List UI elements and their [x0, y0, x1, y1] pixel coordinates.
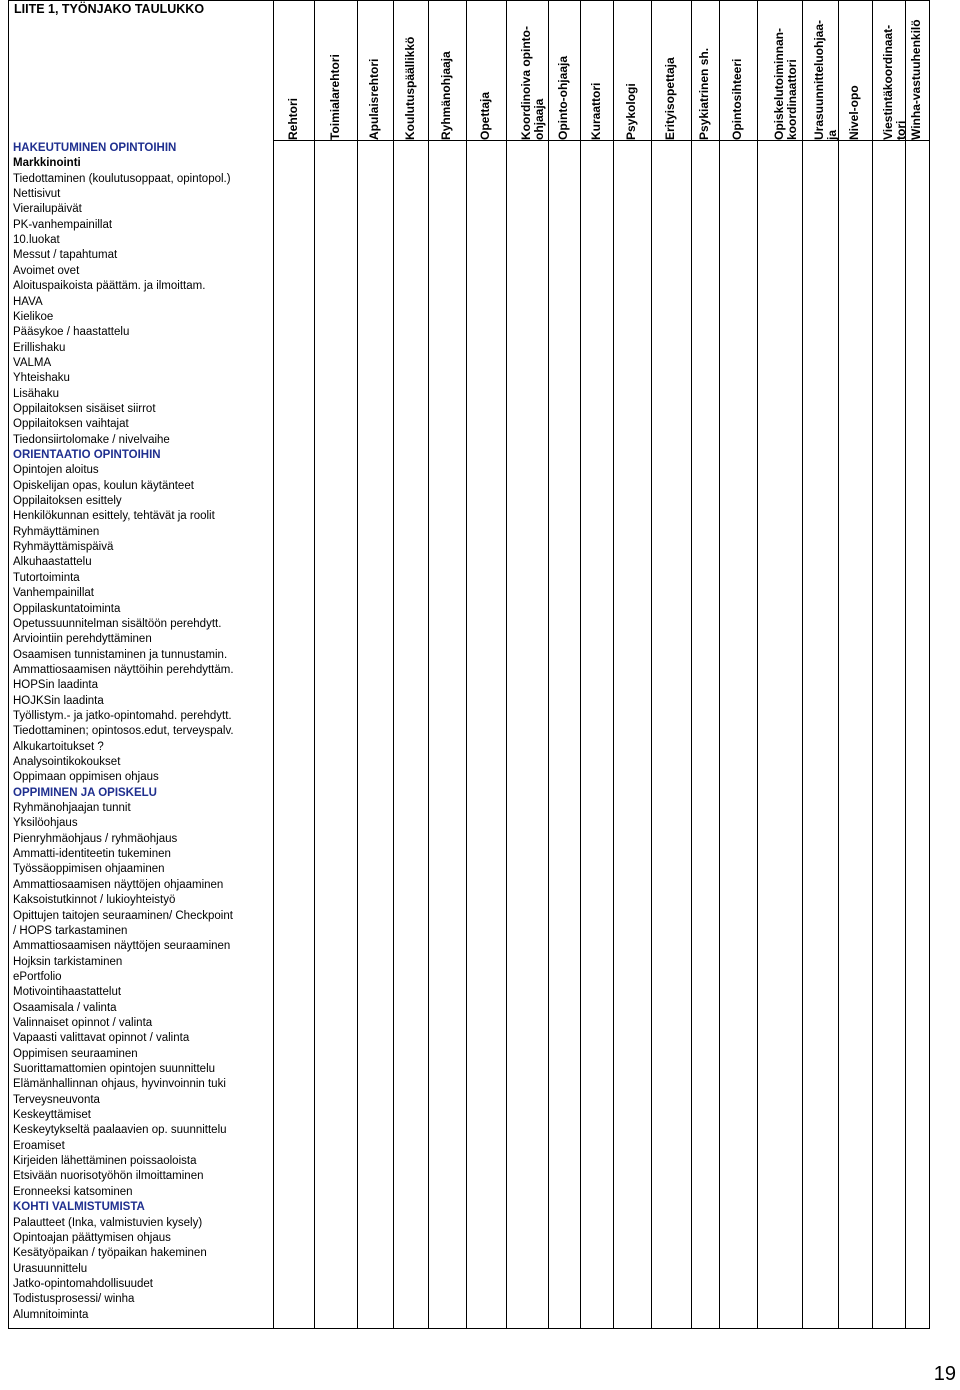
table-row-label: / HOPS tarkastaminen [13, 924, 128, 937]
table-row-label: OPPIMINEN JA OPISKELU [13, 786, 157, 799]
table-row-label: Urasuunnittelu [13, 1262, 88, 1275]
table-row-label: Valinnaiset opinnot / valinta [13, 1016, 153, 1029]
table-row-label: Motivointihaastattelut [13, 986, 122, 999]
header-separator [273, 140, 929, 141]
table-row-label: KOHTI VALMISTUMISTA [13, 1201, 145, 1214]
table-row-label: Hojksin tarkistaminen [13, 955, 123, 968]
column-divider [905, 0, 906, 1328]
table-border-top [8, 0, 929, 1]
column-header: Psykiatrinen sh. [697, 47, 711, 140]
table-row-label: Ammattiosaamisen näyttöjen ohjaaminen [13, 878, 224, 891]
table-row-label: Analysointikokoukset [13, 756, 121, 768]
table-row-label: Tiedonsiirtolomake / nivelvaihe [13, 433, 170, 446]
column-header: Koordinoiva opinto- ohjaaja [519, 26, 546, 140]
table-row-label: ePortfolio [13, 970, 62, 983]
table-row-label: Oppimaan oppimisen ohjaus [13, 771, 159, 784]
table-row-label: Kaksoistutkinnot / lukioyhteistyö [13, 894, 176, 907]
table-row-label: HOPSin laadinta [13, 679, 99, 692]
table-row-label: PK-vanhempainillat [13, 218, 113, 231]
table-row-label: Erillishaku [13, 341, 66, 354]
column-divider [580, 0, 581, 1328]
column-divider [314, 0, 315, 1328]
table-row-label: Opetussuunnitelman sisältöön perehdytt. [13, 617, 222, 630]
column-header: Toimialarehtori [327, 54, 342, 140]
table-row-label: Alkukartoitukset ? [13, 740, 104, 753]
table-row-label: Työssäoppimisen ohjaaminen [13, 863, 165, 876]
table-row-label: Yhteishaku [13, 372, 70, 385]
column-divider [872, 0, 873, 1328]
table-row-label: Suorittamattomien opintojen suunnittelu [13, 1063, 216, 1075]
column-divider [613, 0, 614, 1328]
table-row-label: Tiedottaminen; opintosos.edut, terveyspalv. [13, 725, 234, 738]
table-row-label: Ryhmäyttäminen [13, 525, 100, 538]
table-row-label: Alkuhaastattelu [13, 556, 92, 569]
table-row-label: 10.luokat [13, 234, 60, 247]
table-row-label: Eronneeksi katsominen [13, 1185, 133, 1198]
table-row-label: Oppilaitoksen esittely [13, 495, 122, 508]
table-row-label: Opittujen taitojen seuraaminen/ Checkpoint [13, 909, 233, 922]
table-row-label: Pääsykoe / haastattelu [13, 326, 130, 339]
table-row-label: Todistusprosessi/ winha [13, 1293, 135, 1306]
page-number: 19 [933, 1363, 956, 1385]
table-row-label: Messut / tapahtumat [13, 249, 118, 262]
table-row-label: Osaamisen tunnistaminen ja tunnustamin. [13, 648, 228, 661]
table-row-label: Oppimisen seuraaminen [13, 1047, 138, 1060]
table-row-label: Oppilaskuntatoiminta [13, 602, 121, 615]
column-header: Urasuunnitteluohjaa- ja [812, 19, 839, 140]
column-divider [357, 0, 358, 1328]
table-row-label: Kesätyöpaikan / työpaikan hakeminen [13, 1247, 207, 1260]
column-header: Opinto-ohjaaja [556, 56, 570, 140]
column-divider [802, 0, 803, 1328]
column-divider [466, 0, 467, 1328]
column-header: Kuraattori [588, 82, 603, 140]
table-row-label: Elämänhallinnan ohjaus, hyvinvoinnin tuki [13, 1078, 226, 1091]
table-row-label: Yksilöohjaus [13, 817, 78, 830]
table-row-label: Pienryhmäohjaus / ryhmäohjaus [13, 832, 178, 845]
column-header: Psykologi [624, 83, 638, 140]
table-row-label: Ammatti-identiteetin tukeminen [13, 848, 171, 861]
table-row-label: Etsivään nuorisotyöhön ilmoittaminen [13, 1170, 204, 1183]
table-row-label: Oppilaitoksen vaihtajat [13, 418, 129, 431]
table-row-label: HAVA [13, 295, 43, 308]
table-row-label: Palautteet (Inka, valmistuvien kysely) [13, 1216, 203, 1229]
column-divider [273, 0, 274, 1328]
column-header: Opiskelutoiminnan- koordinaattori [771, 27, 799, 140]
column-divider [651, 0, 652, 1328]
table-row-label: Markkinointi [13, 157, 81, 170]
column-header: Winha-vastuuhenkilö [909, 19, 923, 140]
table-row-label: VALMA [13, 356, 52, 369]
table-row-label: Avoimet ovet [13, 264, 80, 277]
table-row-label: Henkilökunnan esittely, tehtävät ja roolit [13, 510, 215, 523]
column-header: Erityisopettaja [663, 57, 677, 140]
table-row-label: Tutortoiminta [13, 571, 80, 584]
table-row-label: Vapaasti valittavat opinnot / valinta [13, 1032, 190, 1045]
table-row-label: Kielikoe [13, 310, 54, 323]
table-row-label: HOJKSin laadinta [13, 694, 104, 707]
table-row-label: Keskeytykseltä paalaavien op. suunnittelu [13, 1124, 227, 1137]
table-row-label: Opintoajan päättymisen ohjaus [13, 1231, 171, 1244]
table-row-label: Nettisivut [13, 188, 61, 201]
table-row-label: Eroamiset [13, 1139, 65, 1152]
table-row-label: HAKEUTUMINEN OPINTOIHIN [13, 142, 177, 154]
table-border-bottom [8, 1328, 930, 1329]
column-divider [719, 0, 720, 1328]
column-header: Viestintäkoordinaat- tori [880, 24, 908, 140]
table-row-label: Osaamisala / valinta [13, 1001, 117, 1014]
table-row-label: Kirjeiden lähettäminen poissaoloista [13, 1155, 197, 1168]
column-header: Opintosihteeri [730, 58, 744, 140]
column-header: Ryhmänohjaaja [439, 51, 453, 140]
column-divider [929, 0, 930, 1328]
column-divider [393, 0, 394, 1328]
table-row-label: ORIENTAATIO OPINTOIHIN [13, 449, 161, 461]
table-row-label: Opintojen aloitus [13, 464, 99, 477]
table-row-label: Alumnitoiminta [13, 1308, 89, 1321]
column-divider [548, 0, 549, 1328]
table-row-label: Terveysneuvonta [13, 1093, 100, 1106]
column-header: Opettaja [478, 91, 492, 140]
column-divider [757, 0, 758, 1328]
table-row-label: Tiedottaminen (koulutusoppaat, opintopol.) [13, 172, 231, 185]
column-header: Koulutuspäällikkö [402, 36, 417, 140]
column-header: Nivel-opo [847, 85, 861, 140]
table-row-label: Oppilaitoksen sisäiset siirrot [13, 402, 156, 415]
column-divider [428, 0, 429, 1328]
column-header: Apulaisrehtori [367, 58, 381, 140]
table-row-label: Ammattiosaamisen näyttöihin perehdyttäm. [13, 663, 234, 676]
column-divider [838, 0, 839, 1328]
column-divider [8, 0, 9, 1328]
table-row-label: Keskeyttämiset [13, 1109, 91, 1122]
table-row-label: Lisähaku [13, 387, 60, 400]
page-title: LIITE 1, TYÖNJAKO TAULUKKO [14, 2, 205, 16]
table-row-label: Jatko-opintomahdollisuudet [13, 1277, 154, 1290]
table-row-label: Opiskelijan opas, koulun käytänteet [13, 479, 194, 492]
column-divider [506, 0, 507, 1328]
column-header: Rehtori [285, 98, 300, 140]
table-row-label: Arviointiin perehdyttäminen [13, 633, 152, 646]
table-row-label: Ammattiosaamisen näyttöjen seuraaminen [13, 940, 231, 953]
table-row-label: Työllistym.- ja jatko-opintomahd. perehdytt. [13, 709, 232, 722]
column-divider [691, 0, 692, 1328]
table-row-label: Ryhmäyttämispäivä [13, 541, 114, 554]
table-row-label: Ryhmänohjaajan tunnit [13, 802, 131, 815]
table-row-label: Vierailupäivät [13, 203, 82, 216]
table-row-label: Aloituspaikoista päättäm. ja ilmoittam. [13, 280, 206, 293]
table-row-label: Vanhempainillat [13, 587, 94, 600]
